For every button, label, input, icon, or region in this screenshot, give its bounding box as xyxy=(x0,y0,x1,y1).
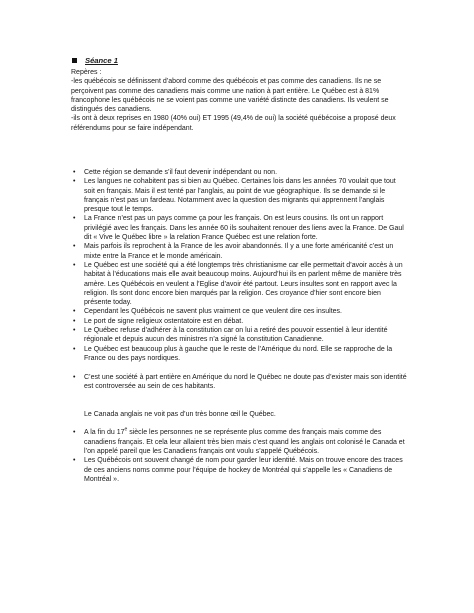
bullet-dot-icon: • xyxy=(73,327,76,335)
list-item xyxy=(71,456,408,484)
bullet-dot-icon: • xyxy=(73,215,76,223)
list-item xyxy=(71,373,408,392)
section-heading xyxy=(72,56,118,65)
bullet-dot-icon: • xyxy=(73,317,76,325)
list-item-text: Le Québec est une société qui a été longtemps très christianisme car elle permettait d’avoir accès à un habitat à l’éducations mais elle avait beaucoup moins. Aujourd’hui ils en parlent même de manière très amère. Les Québécois en veulent a l’Eglise d’avoir été partout. Leurs insultes sont en rapport avec la religion. Ils sont donc encore bien marqués par la religion. Ces croyance d’hier sont encore bien présente today. xyxy=(84,261,403,307)
list-gap xyxy=(71,391,408,400)
list-gap xyxy=(71,419,408,428)
list-item xyxy=(71,317,408,326)
ordinal-superscript: e xyxy=(124,426,128,433)
list-item-text: Les Québécois ont souvent changé de nom pour garder leur identité. Mais on trouve encore des traces de ces anciens noms comme pour l’équipe de hockey de Montréal qui s’appelle les « Canadiens de Montréal ». xyxy=(84,457,403,483)
list-item xyxy=(71,177,408,214)
list-item-text: Le Québec refuse d’adhérer à la constitution car on lui a retiré des pouvoir essentiel à leur identité régionale et depuis aucun des ministres n’a signé la constitution Canadienne. xyxy=(84,327,388,344)
intro-line-1: -les québécois se définissent d’abord comme des québécois et pas comme des canadiens. Ils ne se perçoivent pas comme des canadiens mais comme une nation à part entière. Le Québec est à 81% francophone les québécois ne se voient pas comme une variété distincte des canadiens. Ils veulent se distingués des canadiens. xyxy=(71,78,389,114)
heading-title: Séance 1 xyxy=(85,56,118,65)
list-item-text: Cependant les Québécois ne savent plus vraiment ce que veulent dire ces insultes. xyxy=(84,308,342,316)
list-gap xyxy=(71,400,408,409)
list-item xyxy=(71,326,408,345)
bullet-dot-icon: • xyxy=(73,457,76,465)
list-item xyxy=(71,261,408,307)
black-square-bullet-icon xyxy=(72,58,77,63)
bullet-dot-icon: • xyxy=(73,345,76,353)
bullet-dot-icon: • xyxy=(73,308,76,316)
list-item-text: Mais parfois ils reprochent à la France de les avoir abandonnés. Il y a une forte américanité c’est un mixte entre la France et le monde américain. xyxy=(84,243,394,260)
bullet-list xyxy=(71,168,408,484)
list-gap xyxy=(71,363,408,372)
intro-label: Repères : xyxy=(71,69,102,76)
list-item xyxy=(71,168,408,177)
bullet-dot-icon: • xyxy=(73,373,76,381)
list-item xyxy=(71,242,408,261)
bullet-dot-icon: • xyxy=(73,429,76,437)
list-item-text: Le port de signe religieux ostentatoire est en débat. xyxy=(84,317,244,325)
list-item xyxy=(71,345,408,364)
list-item xyxy=(71,410,408,419)
list-item-text: Le Canada anglais ne voit pas d’un très bonne œil le Québec. xyxy=(84,410,276,418)
list-item-text: siècle les personnes ne se représente plus comme des français mais comme des canadiens français. Et cela leur allaient très bien mais c’est quand les anglais ont colonisé le Canada et l’on appelé pareil que les Canadiens français ont voulu s’appelé Québécois. xyxy=(84,429,405,455)
intro-block xyxy=(71,68,411,133)
list-item xyxy=(71,214,408,242)
list-item-text: Cette région se demande s’il faut devenir indépendant ou non. xyxy=(84,169,278,176)
bullet-dot-icon: • xyxy=(73,243,76,251)
bullet-dot-icon: • xyxy=(73,169,76,176)
intro-line-2: -ils ont à deux reprises en 1980 (40% oui) ET 1995 (49,4% de oui) la société québécoise a proposé deux référendums pour se faire indépendant. xyxy=(71,115,396,132)
list-item-text: A la fin du 17 xyxy=(84,429,125,437)
bullet-dot-icon: • xyxy=(73,178,76,186)
list-item-text: Le Québec est beaucoup plus à gauche que le reste de l’Amérique du nord. Elle se rapproche de la France ou des pays nordiques. xyxy=(84,345,393,362)
bullet-dot-icon: • xyxy=(73,261,76,269)
list-item-text: Les langues ne cohabitent pas si bien au Québec. Certaines lois dans les années 70 voulait que tout soit en français. Mais il est tenté par l’anglais, au point de vue géographique. Ils se demande si le français n’est pas un fardeau. Notamment avec la question des migrants qui apprennent l’anglais presque tout le temps. xyxy=(84,178,396,214)
list-item xyxy=(71,428,408,456)
list-item-text: C’est une société à part entière en Amérique du nord le Québec ne doute pas d’exister mais son identité est controversée au sein de ces habitants. xyxy=(84,373,407,390)
list-item xyxy=(71,307,408,316)
list-item-text: La France n’est pas un pays comme ça pour les français. On est leurs cousins. Ils ont un rapport privilégié avec les français. Dans les année 60 ils souhaitent renouer des liens avec la France. De Gaul dit « Vive le Québec libre » la relation France Québec est une relation forte. xyxy=(84,215,404,242)
